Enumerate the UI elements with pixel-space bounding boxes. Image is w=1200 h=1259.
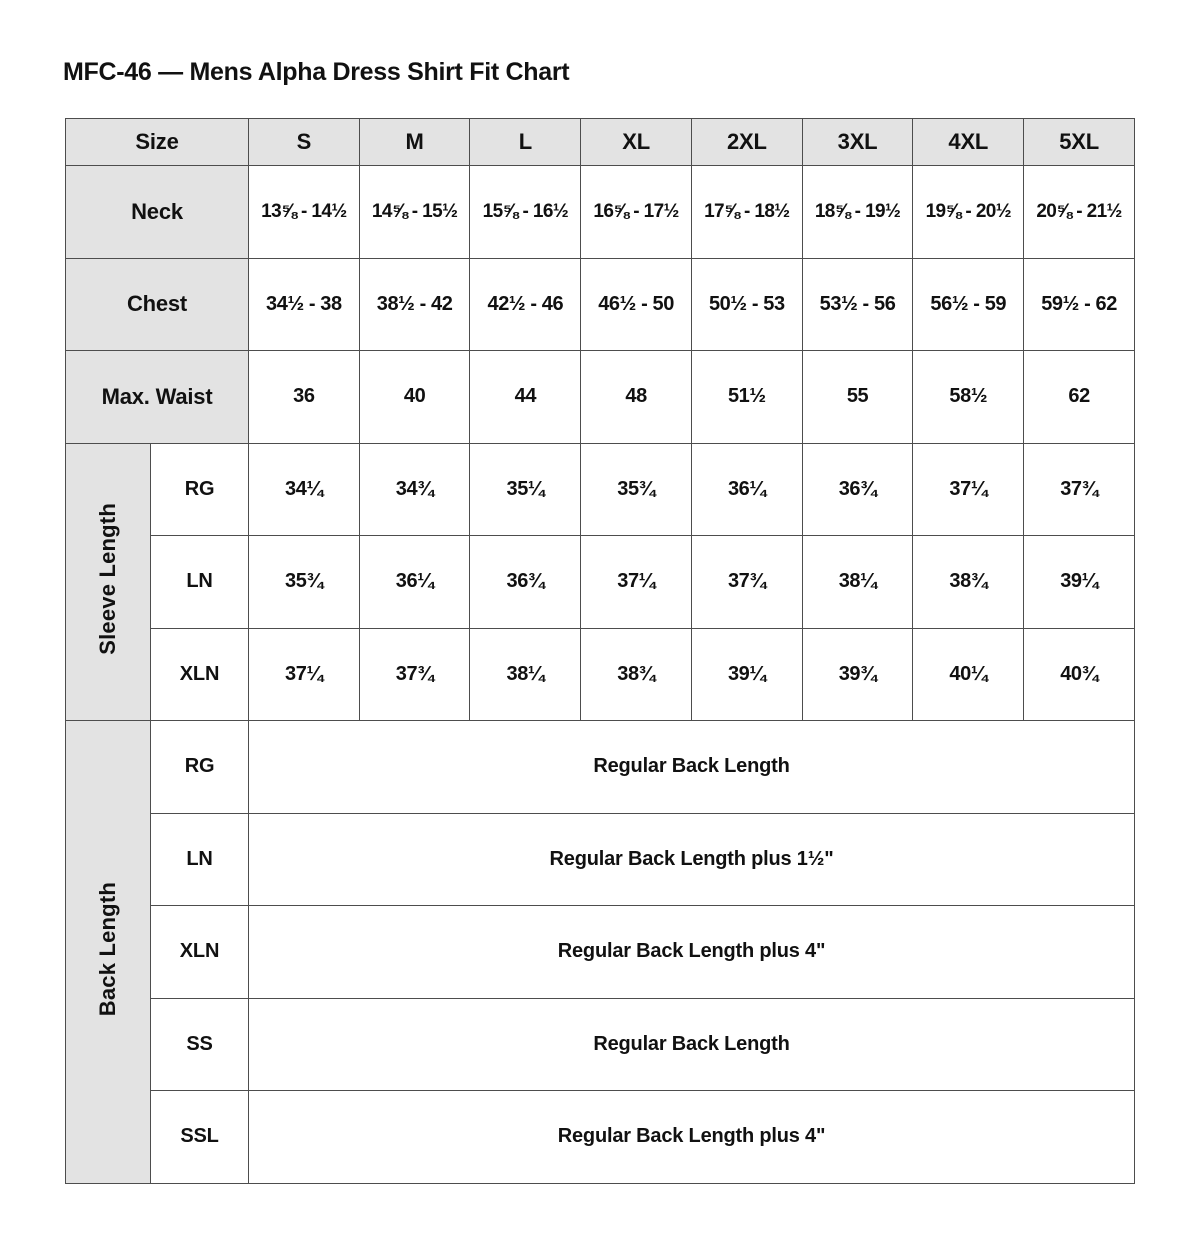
size-header-label: Size: [66, 119, 249, 166]
size-col-m: M: [359, 119, 470, 166]
sleeve-ln-value: 35¾: [249, 536, 360, 629]
size-col-3xl: 3XL: [802, 119, 913, 166]
back-ss-text: Regular Back Length: [249, 998, 1135, 1091]
sleeve-ln-value: 38¼: [802, 536, 913, 629]
page-title: MFC-46 — Mens Alpha Dress Shirt Fit Chart: [63, 58, 570, 86]
neck-value: 17⅝ - 18½: [691, 166, 802, 259]
max-waist-row-label: Max. Waist: [66, 351, 249, 444]
sleeve-rg-value: 36¼: [691, 443, 802, 536]
size-col-5xl: 5XL: [1024, 119, 1135, 166]
back-length-rotated-label: Back Length: [95, 882, 120, 1017]
back-xln-text: Regular Back Length plus 4": [249, 906, 1135, 999]
size-col-l: L: [470, 119, 581, 166]
sleeve-xln-code: XLN: [151, 628, 249, 721]
max-waist-value: 58½: [913, 351, 1024, 444]
sleeve-ln-value: 39¼: [1024, 536, 1135, 629]
size-col-4xl: 4XL: [913, 119, 1024, 166]
chest-value: 53½ - 56: [802, 258, 913, 351]
max-waist-value: 44: [470, 351, 581, 444]
size-col-2xl: 2XL: [691, 119, 802, 166]
sleeve-xln-value: 37¾: [359, 628, 470, 721]
max-waist-value: 51½: [691, 351, 802, 444]
sleeve-ln-value: 37¾: [691, 536, 802, 629]
sleeve-rg-row: [66, 443, 1135, 536]
neck-value: 20⅝ - 21½: [1024, 166, 1135, 259]
max-waist-value: 36: [249, 351, 360, 444]
chest-value: 34½ - 38: [249, 258, 360, 351]
fit-chart-table: [65, 118, 1135, 1184]
max-waist-value: 55: [802, 351, 913, 444]
sleeve-xln-row: [66, 628, 1135, 721]
sleeve-rg-value: 35¼: [470, 443, 581, 536]
chest-row: [66, 258, 1135, 351]
neck-row: [66, 166, 1135, 259]
back-length-group-label: [66, 721, 151, 1184]
size-col-s: S: [249, 119, 360, 166]
sleeve-xln-value: 40¼: [913, 628, 1024, 721]
chest-row-label: Chest: [66, 258, 249, 351]
neck-row-label: Neck: [66, 166, 249, 259]
max-waist-value: 48: [581, 351, 692, 444]
size-col-xl: XL: [581, 119, 692, 166]
back-ssl-text: Regular Back Length plus 4": [249, 1091, 1135, 1184]
chest-value: 56½ - 59: [913, 258, 1024, 351]
neck-value: 16⅝ - 17½: [581, 166, 692, 259]
back-xln-code: XLN: [151, 906, 249, 999]
sleeve-length-rotated-label: Sleeve Length: [95, 503, 120, 656]
chest-value: 38½ - 42: [359, 258, 470, 351]
sleeve-ln-code: LN: [151, 536, 249, 629]
chest-value: 50½ - 53: [691, 258, 802, 351]
sleeve-xln-value: 39¼: [691, 628, 802, 721]
sleeve-rg-value: 35¾: [581, 443, 692, 536]
neck-value: 15⅝ - 16½: [470, 166, 581, 259]
sleeve-rg-value: 34¾: [359, 443, 470, 536]
neck-value: 19⅝ - 20½: [913, 166, 1024, 259]
neck-value: 13⅝ - 14½: [249, 166, 360, 259]
size-header-row: [66, 119, 1135, 166]
sleeve-rg-value: 36¾: [802, 443, 913, 536]
sleeve-xln-value: 38¾: [581, 628, 692, 721]
sleeve-ln-value: 36¼: [359, 536, 470, 629]
sleeve-length-group-label: [66, 443, 151, 721]
back-ln-row: [66, 813, 1135, 906]
sleeve-rg-value: 37¾: [1024, 443, 1135, 536]
back-ss-row: [66, 998, 1135, 1091]
sleeve-rg-value: 37¼: [913, 443, 1024, 536]
sleeve-ln-value: 36¾: [470, 536, 581, 629]
sleeve-xln-value: 37¼: [249, 628, 360, 721]
sleeve-rg-value: 34¼: [249, 443, 360, 536]
chest-value: 46½ - 50: [581, 258, 692, 351]
chest-value: 42½ - 46: [470, 258, 581, 351]
neck-value: 18⅝ - 19½: [802, 166, 913, 259]
sleeve-ln-value: 37¼: [581, 536, 692, 629]
sleeve-xln-value: 40¾: [1024, 628, 1135, 721]
sleeve-xln-value: 39¾: [802, 628, 913, 721]
back-ssl-code: SSL: [151, 1091, 249, 1184]
sleeve-ln-value: 38¾: [913, 536, 1024, 629]
max-waist-value: 40: [359, 351, 470, 444]
neck-value: 14⅝ - 15½: [359, 166, 470, 259]
sleeve-ln-row: [66, 536, 1135, 629]
sleeve-rg-code: RG: [151, 443, 249, 536]
sleeve-xln-value: 38¼: [470, 628, 581, 721]
back-rg-code: RG: [151, 721, 249, 814]
max-waist-value: 62: [1024, 351, 1135, 444]
back-ln-code: LN: [151, 813, 249, 906]
back-ss-code: SS: [151, 998, 249, 1091]
back-rg-text: Regular Back Length: [249, 721, 1135, 814]
max-waist-row: [66, 351, 1135, 444]
back-xln-row: [66, 906, 1135, 999]
back-rg-row: [66, 721, 1135, 814]
chest-value: 59½ - 62: [1024, 258, 1135, 351]
back-ssl-row: [66, 1091, 1135, 1184]
back-ln-text: Regular Back Length plus 1½": [249, 813, 1135, 906]
